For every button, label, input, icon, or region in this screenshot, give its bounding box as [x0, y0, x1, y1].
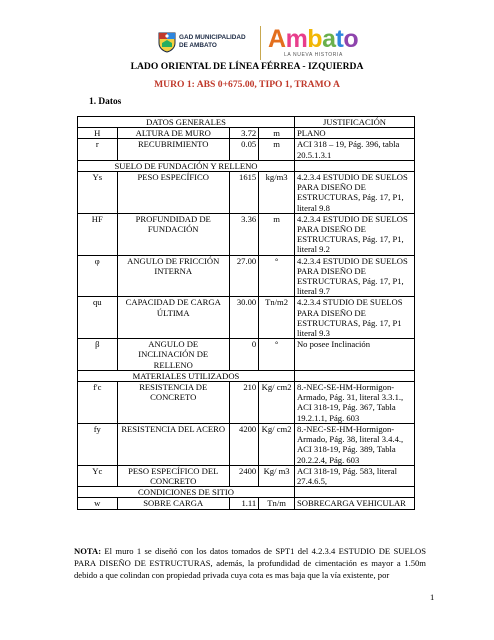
row-value: 1615: [229, 172, 258, 214]
table-row: [78, 339, 415, 371]
row-symbol: qu: [78, 297, 118, 339]
row-parameter: PESO ESPECÍFICO DEL CONCRETO: [117, 465, 229, 486]
group-header-blank: [294, 487, 414, 498]
brand-letter: t: [335, 25, 344, 53]
header-justificacion: JUSTIFICACIÓN: [294, 117, 414, 128]
row-value: 210: [229, 382, 258, 424]
document-subtitle: MURO 1: ABS 0+675.00, TIPO 1, TRAMO A: [154, 79, 340, 90]
row-justification: SOBRECARGA VEHICULAR: [294, 498, 414, 509]
ambato-logo: [268, 25, 358, 61]
row-unit: °: [259, 339, 295, 371]
table-group-row: [78, 487, 415, 498]
section-heading: 1. Datos: [89, 97, 122, 107]
municipal-shield-icon: [158, 31, 176, 53]
row-unit: m: [259, 139, 295, 160]
ambato-wordmark: [268, 25, 358, 53]
table-row: [78, 423, 415, 465]
row-symbol: Yc: [78, 465, 118, 486]
group-header: CONDICIONES DE SITIO: [78, 487, 295, 498]
row-value: 30.00: [229, 297, 258, 339]
group-header: SUELO DE FUNDACIÓN Y RELLENO: [78, 160, 295, 171]
row-value: 3.36: [229, 213, 258, 255]
brand-letter: b: [307, 25, 323, 53]
brand-letter: m: [285, 25, 308, 53]
row-parameter: ANGULO DE FRICCIÓN INTERNA: [117, 255, 229, 297]
row-justification: 8.-NEC-SE-HM-Hormigon-Armado, Pág. 38, literal 3.4.4., ACI 318-19, Pág. 389, Tabla 20.2.2.4, Pág. 603: [294, 423, 414, 465]
row-parameter: SOBRE CARGA: [117, 498, 229, 509]
group-header: MATERIALES UTILIZADOS: [78, 370, 295, 381]
table-row: [78, 172, 415, 214]
header-general: DATOS GENERALES: [78, 117, 295, 128]
row-symbol: w: [78, 498, 118, 509]
row-unit: Kg/ m3: [259, 465, 295, 486]
table-row: [78, 213, 415, 255]
row-parameter: ANGULO DE INCLINACIÓN DE RELLENO: [117, 339, 229, 371]
row-justification: No posee Inclinación: [294, 339, 414, 371]
row-symbol: r: [78, 139, 118, 160]
row-justification: 4.2.3.4 ESTUDIO DE SUELOS PARA DISEÑO DE ESTRUCTURAS, Pág. 17, P1, literal 9.7: [294, 255, 414, 297]
note-paragraph: [74, 545, 426, 581]
row-symbol: φ: [78, 255, 118, 297]
row-justification: 8.-NEC-SE-HM-Hormigon-Armado, Pág. 31, literal 3.3.1., ACI 318-19, Pág. 367, Tabla 19.2.1.1, Pág. 603: [294, 382, 414, 424]
row-symbol: H: [78, 128, 118, 139]
note-text: El muro 1 se diseñó con los datos tomados de SPT1 del 4.2.3.4 ESTUDIO DE SUELOS PARA DISEÑO DE ESTRUCTURAS, además, la profundidad de cimentación es mayor a 1.50m debido a que colindan con propiedad privada cuya cota es mas baja que la vía existente, por: [74, 546, 426, 580]
gad-name-line1: GAD MUNICIPALIDAD: [179, 34, 246, 41]
gad-name-line2: DE AMBATO: [179, 41, 217, 49]
row-justification: PLANO: [294, 128, 414, 139]
row-symbol: HF: [78, 213, 118, 255]
table-row: [78, 255, 415, 297]
document-title: LADO ORIENTAL DE LÍNEA FÉRREA - IZQUIERDA: [130, 61, 364, 72]
row-symbol: β: [78, 339, 118, 371]
row-justification: 4.2.3.4 ESTUDIO DE SUELOS PARA DISEÑO DE ESTRUCTURAS, Pág. 17, P1, literal 9.8: [294, 172, 414, 214]
row-parameter: RESISTENCIA DE CONCRETO: [117, 382, 229, 424]
row-symbol: Ys: [78, 172, 118, 214]
row-symbol: f'c: [78, 382, 118, 424]
table-row: [78, 139, 415, 160]
row-value: 0.05: [229, 139, 258, 160]
table-group-row: [78, 160, 415, 171]
row-unit: °: [259, 255, 295, 297]
table-row: [78, 498, 415, 509]
row-unit: Kg/ cm2: [259, 423, 295, 465]
row-value: 27.00: [229, 255, 258, 297]
row-parameter: CAPACIDAD DE CARGA ÚLTIMA: [117, 297, 229, 339]
brand-letter: o: [343, 25, 359, 53]
row-justification: ACI 318 – 19, Pág. 396, tabla 20.5.1.3.1: [294, 139, 414, 160]
row-unit: Kg/ cm2: [259, 382, 295, 424]
group-header-blank: [294, 160, 414, 171]
brand-tagline: LA NUEVA HISTORIA: [284, 52, 343, 58]
brand-letter: A: [268, 25, 286, 53]
page-number: 1: [430, 592, 435, 602]
row-value: 4200: [229, 423, 258, 465]
note-label: NOTA:: [74, 546, 102, 556]
row-unit: Tn/m: [259, 498, 295, 509]
row-value: 2400: [229, 465, 258, 486]
row-parameter: RESISTENCIA DEL ACERO: [117, 423, 229, 465]
row-value: 1.11: [229, 498, 258, 509]
table-row: [78, 297, 415, 339]
row-justification: 4.2.3.4 STUDIO DE SUELOS PARA DISEÑO DE ESTRUCTURAS, Pág. 17, P1 literal 9.3: [294, 297, 414, 339]
table-group-row: [78, 370, 415, 381]
row-parameter: RECUBRIMIENTO: [117, 139, 229, 160]
table-row: [78, 465, 415, 486]
row-justification: 4.2.3.4 ESTUDIO DE SUELOS PARA DISEÑO DE ESTRUCTURAS, Pág. 17, P1, literal 9.2: [294, 213, 414, 255]
row-parameter: PROFUNDIDAD DE FUNDACIÓN: [117, 213, 229, 255]
row-unit: m: [259, 128, 295, 139]
table-header-row: [78, 117, 415, 128]
row-justification: ACI 318-19, Pág. 583, literal 27.4.6.5,: [294, 465, 414, 486]
table-row: [78, 128, 415, 139]
brand-letter: a: [322, 25, 336, 53]
table-row: [78, 382, 415, 424]
data-table: [77, 116, 415, 510]
row-value: 3.72: [229, 128, 258, 139]
header-divider: [260, 26, 261, 60]
gad-logo: [158, 30, 258, 56]
row-unit: m: [259, 213, 295, 255]
row-value: 0: [229, 339, 258, 371]
row-symbol: fy: [78, 423, 118, 465]
row-parameter: PESO ESPECÍFICO: [117, 172, 229, 214]
row-unit: kg/m3: [259, 172, 295, 214]
row-parameter: ALTURA DE MURO: [117, 128, 229, 139]
row-unit: Tn/m2: [259, 297, 295, 339]
group-header-blank: [294, 370, 414, 381]
